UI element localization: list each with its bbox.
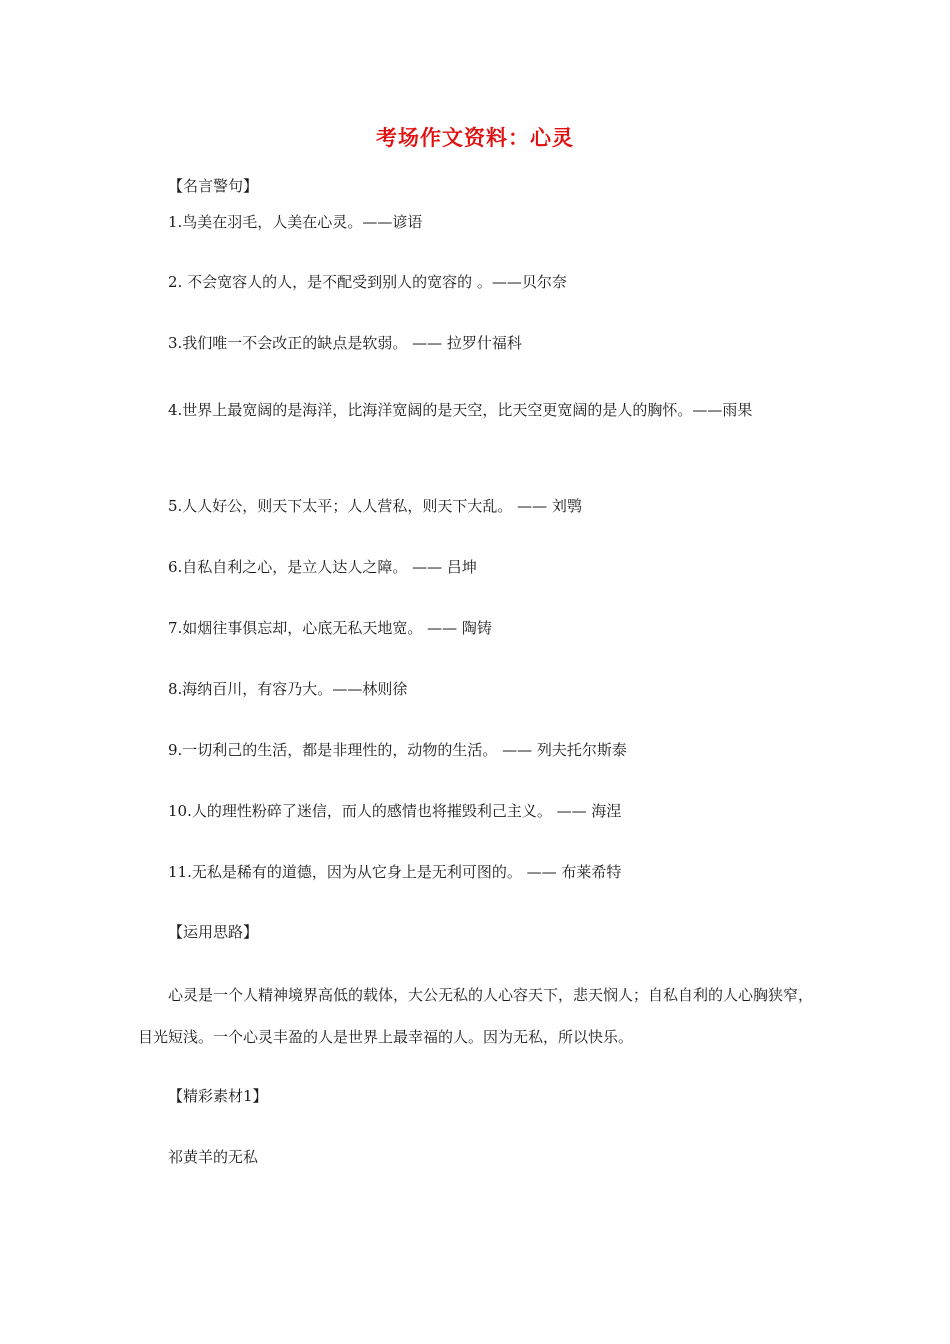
quote-item-9: 9.一切利己的生活，都是非理性的，动物的生活。 —— 列夫托尔斯泰 <box>168 741 627 759</box>
quote-item-4: 4.世界上最宽阔的是海洋，比海洋宽阔的是天空，比天空更宽阔的是人的胸怀。——雨果 <box>168 401 753 419</box>
quote-item-5: 5.人人好公，则天下太平；人人营私，则天下大乱。 —— 刘鹗 <box>168 497 582 515</box>
quote-item-8: 8.海纳百川，有容乃大。——林则徐 <box>168 680 408 698</box>
approach-paragraph: 心灵是一个人精神境界高低的载体，大公无私的人心容天下，悲天悯人；自私自利的人心胸狭窄，目光短浅。一个心灵丰盈的人是世界上最幸福的人。因为无私，所以快乐。 <box>138 986 814 1046</box>
quote-item-2: 2. 不会宽容人的人，是不配受到别人的宽容的 。——贝尔奈 <box>168 273 567 291</box>
quote-item-11: 11.无私是稀有的道德，因为从它身上是无利可图的。 —— 布莱希特 <box>168 863 622 881</box>
material-title: 祁黄羊的无私 <box>168 1148 259 1166</box>
quote-item-6: 6.自私自利之心，是立人达人之障。 —— 吕坤 <box>168 558 477 576</box>
quote-item-3: 3.我们唯一不会改正的缺点是软弱。 —— 拉罗什福科 <box>168 334 522 352</box>
quote-item-1: 1.鸟美在羽毛，人美在心灵。——谚语 <box>168 213 423 231</box>
section-heading-quotes: 【名言警句】 <box>168 177 259 195</box>
section-heading-material: 【精彩素材1】 <box>168 1087 268 1105</box>
document-title: 考场作文资料：心灵 <box>376 126 574 150</box>
quote-item-7: 7.如烟往事俱忘却，心底无私天地宽。 —— 陶铸 <box>168 619 492 637</box>
section-heading-approach: 【运用思路】 <box>168 923 259 941</box>
quote-item-10: 10.人的理性粉碎了迷信，而人的感情也将摧毁利己主义。 —— 海涅 <box>168 802 622 820</box>
